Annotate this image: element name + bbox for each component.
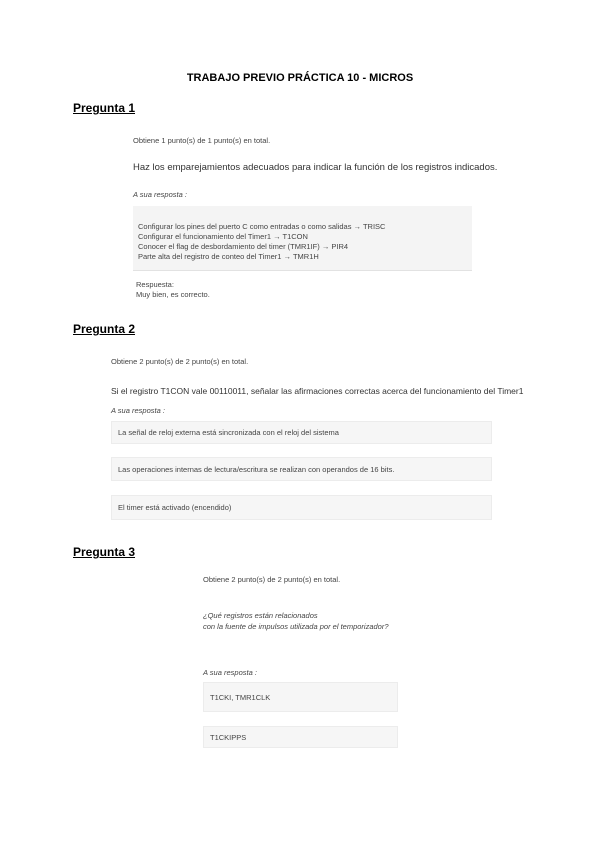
question-2-answer-label: A sua resposta : xyxy=(111,406,165,415)
question-1-heading: Pregunta 1 xyxy=(73,101,136,115)
match-item: Conocer el flag de desbordamiento del timer (TMR1IF) → PIR4 xyxy=(138,242,349,251)
question-3-heading: Pregunta 3 xyxy=(73,545,136,559)
question-3-option[interactable] xyxy=(203,682,398,712)
question-1-feedback-text: Muy bien, es correcto. xyxy=(136,290,210,299)
document-title: TRABAJO PREVIO PRÁCTICA 10 - MICROS xyxy=(186,72,414,84)
option-text: El timer está activado (encendido) xyxy=(118,503,232,512)
question-3-option[interactable] xyxy=(203,726,398,748)
option-text: Las operaciones internas de lectura/escritura se realizan con operandos de 16 bits. xyxy=(118,464,395,474)
question-1-prompt: Haz los emparejamientos adecuados para indicar la función de los registros indicados. xyxy=(133,162,498,173)
match-item: Configurar el funcionamiento del Timer1 → T1CON xyxy=(138,232,308,241)
question-1-score: Obtiene 1 punto(s) de 1 punto(s) en total. xyxy=(133,136,271,145)
question-1-feedback-label: Respuesta: xyxy=(136,280,174,289)
question-2-option[interactable] xyxy=(111,421,492,444)
question-1-answer-label: A sua resposta : xyxy=(133,190,187,199)
question-1-answer-box xyxy=(133,206,472,271)
question-3-prompt-line-1: ¿Qué registros están relacionados xyxy=(203,611,318,620)
question-2-prompt: Si el registro T1CON vale 00110011, señalar las afirmaciones correctas acerca del funcionamiento del Timer1 xyxy=(111,386,524,396)
question-2-heading: Pregunta 2 xyxy=(73,322,136,336)
question-3-prompt-line-2: con la fuente de impulsos utilizada por el temporizador? xyxy=(203,622,389,631)
option-text: T1CKI, TMR1CLK xyxy=(210,692,271,702)
option-text: T1CKIPPS xyxy=(210,732,247,742)
question-2-option[interactable] xyxy=(111,495,492,520)
match-item: Parte alta del registro de conteo del Timer1 → TMR1H xyxy=(138,252,319,261)
question-2-option[interactable] xyxy=(111,457,492,481)
question-3-score: Obtiene 2 punto(s) de 2 punto(s) en total. xyxy=(203,575,341,584)
question-2-score: Obtiene 2 punto(s) de 2 punto(s) en total. xyxy=(111,357,249,366)
question-3-answer-label: A sua resposta : xyxy=(203,668,257,677)
match-item: Configurar los pines del puerto C como entradas o como salidas → TRISC xyxy=(138,222,386,231)
option-text: La señal de reloj externa está sincronizada con el reloj del sistema xyxy=(118,428,339,437)
